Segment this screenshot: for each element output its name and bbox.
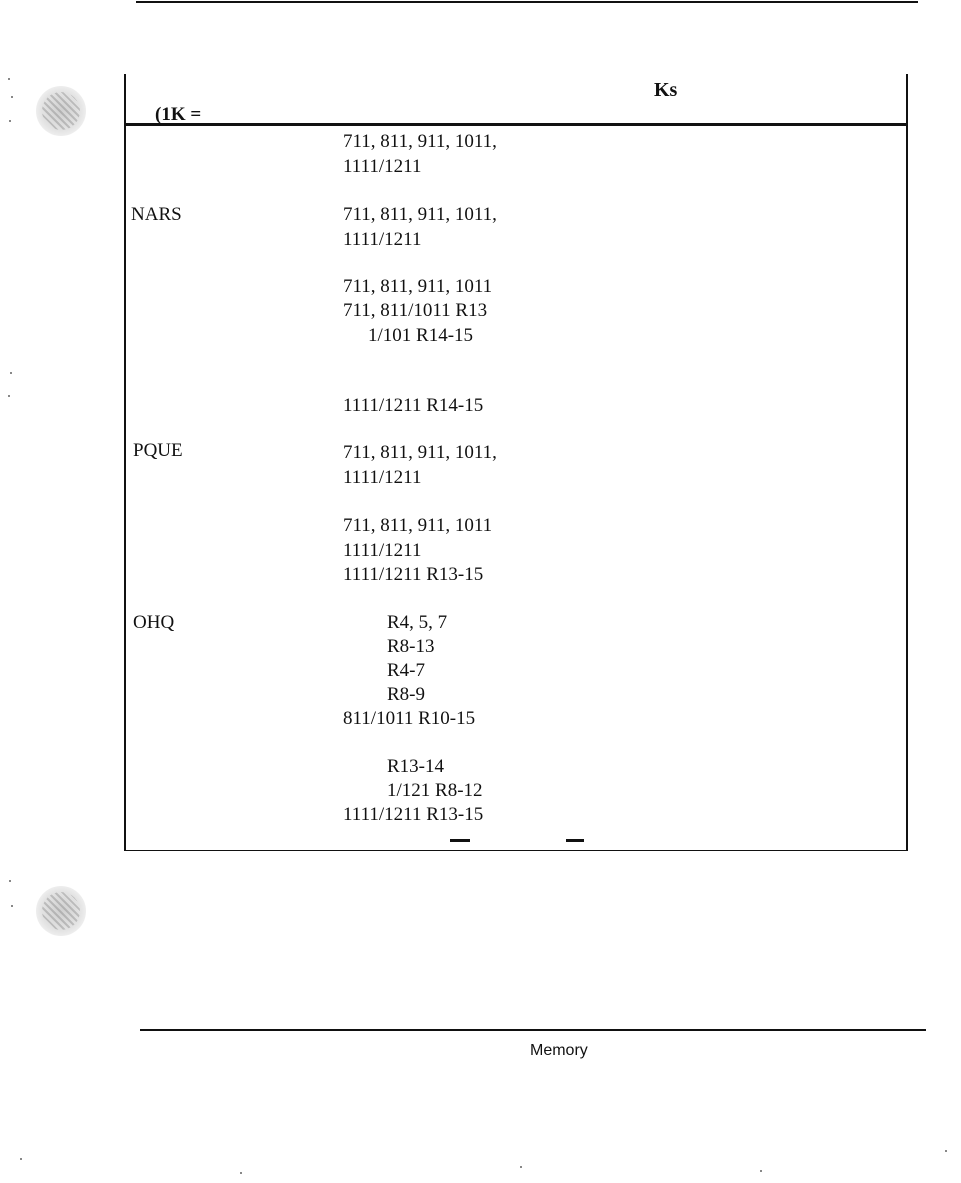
header-k-note: (1K = [155, 104, 202, 125]
dash-mark [566, 839, 584, 842]
dash-mark [450, 839, 470, 842]
scan-speck [520, 1166, 522, 1168]
scan-speck [760, 1170, 762, 1172]
scan-speck [20, 1158, 22, 1160]
table-cell: R13-14 [387, 756, 444, 777]
punch-hole-seal-bottom [36, 886, 86, 936]
table-cell: 711, 811/1011 R13 [343, 300, 488, 321]
table-cell: R8-13 [387, 636, 435, 657]
top-rule [136, 1, 918, 3]
memory-table [124, 74, 908, 851]
row-label-pque: PQUE [133, 440, 183, 461]
table-cell: 1/101 R14-15 [368, 325, 474, 346]
scan-speck [9, 120, 11, 122]
scan-speck [11, 905, 13, 907]
scan-speck [8, 395, 10, 397]
table-cell: R8-9 [387, 684, 425, 705]
scan-speck [9, 880, 11, 882]
footer-title: Memory [530, 1042, 588, 1059]
table-cell: 711, 811, 911, 1011, [343, 131, 497, 152]
row-label-ohq: OHQ [133, 612, 175, 633]
scan-speck [11, 96, 13, 98]
header-ks: Ks [654, 79, 678, 101]
table-cell: 711, 811, 911, 1011 [343, 276, 493, 297]
table-cell: R4, 5, 7 [387, 612, 448, 633]
table-cell: 1/121 R8-12 [387, 780, 483, 801]
table-cell: 711, 811, 911, 1011 [343, 515, 493, 536]
table-cell: 1111/1211 R14-15 [343, 395, 484, 416]
scan-speck [10, 372, 12, 374]
table-cell: 1111/1211 [343, 540, 422, 561]
table-cell: 1111/1211 [343, 156, 422, 177]
table-cell: 1111/1211 [343, 229, 422, 250]
table-cell: 711, 811, 911, 1011, [343, 442, 497, 463]
table-cell: 811/1011 R10-15 [343, 708, 476, 729]
scan-speck [8, 78, 10, 80]
scan-speck [240, 1172, 242, 1174]
table-cell: 1111/1211 R13-15 [343, 804, 484, 825]
punch-hole-seal-top [36, 86, 86, 136]
table-cell: 1111/1211 R13-15 [343, 564, 484, 585]
bottom-rule [140, 1029, 926, 1031]
table-cell: R4-7 [387, 660, 425, 681]
table-cell: 711, 811, 911, 1011, [343, 204, 497, 225]
scan-speck [945, 1150, 947, 1152]
table-header-rule [124, 123, 906, 126]
table-cell: 1111/1211 [343, 467, 422, 488]
row-label-nars: NARS [131, 204, 182, 225]
